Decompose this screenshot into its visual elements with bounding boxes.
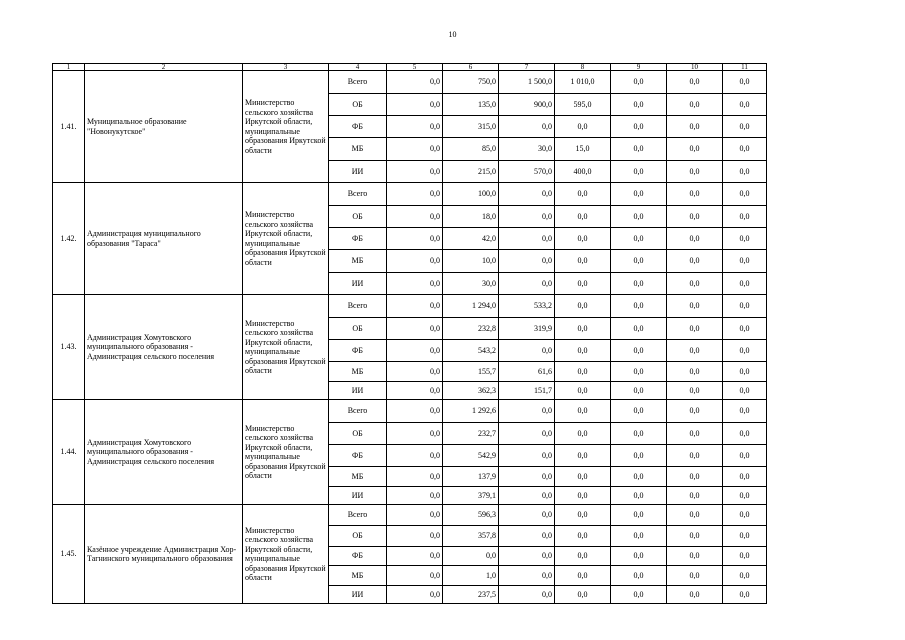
amount-cell: 0,0	[387, 547, 443, 566]
column-number-1: 1	[53, 64, 85, 71]
funding-source: МБ	[329, 362, 387, 382]
amount-cell: 0,0	[667, 445, 723, 467]
amount-cell: 0,0	[723, 467, 767, 487]
amount-cell: 0,0	[499, 467, 555, 487]
amount-cell: 900,0	[499, 94, 555, 116]
row-number: 1.45.	[53, 505, 85, 604]
amount-cell: 0,0	[611, 423, 667, 445]
amount-cell: 0,0	[499, 183, 555, 206]
amount-cell: 0,0	[387, 423, 443, 445]
amount-cell: 0,0	[723, 250, 767, 273]
funding-source: Всего	[329, 71, 387, 94]
amount-cell: 0,0	[667, 505, 723, 526]
amount-cell: 319,9	[499, 318, 555, 340]
amount-cell: 0,0	[667, 250, 723, 273]
funding-source: ИИ	[329, 487, 387, 505]
column-number-3: 3	[243, 64, 329, 71]
amount-cell: 0,0	[555, 362, 611, 382]
amount-cell: 0,0	[611, 295, 667, 318]
amount-cell: 0,0	[667, 71, 723, 94]
amount-cell: 0,0	[387, 566, 443, 586]
amount-cell: 0,0	[723, 273, 767, 295]
amount-cell: 0,0	[555, 340, 611, 362]
funding-source: МБ	[329, 467, 387, 487]
amount-cell: 0,0	[387, 400, 443, 423]
amount-cell: 151,7	[499, 382, 555, 400]
amount-cell: 595,0	[555, 94, 611, 116]
amount-cell: 0,0	[555, 382, 611, 400]
amount-cell: 0,0	[387, 116, 443, 138]
row-number: 1.42.	[53, 183, 85, 295]
amount-cell: 0,0	[387, 250, 443, 273]
participant-name: Администрация Хомутовского муниципального образования - Администрация сельского поселения	[85, 400, 243, 505]
participant-name: Администрация муниципального образования "Тараса"	[85, 183, 243, 295]
amount-cell: 0,0	[611, 382, 667, 400]
amount-cell: 0,0	[723, 340, 767, 362]
amount-cell: 0,0	[611, 505, 667, 526]
amount-cell: 0,0	[667, 295, 723, 318]
amount-cell: 0,0	[611, 161, 667, 183]
amount-cell: 215,0	[443, 161, 499, 183]
amount-cell: 0,0	[387, 505, 443, 526]
column-number-11: 11	[723, 64, 767, 71]
amount-cell: 0,0	[387, 228, 443, 250]
amount-cell: 0,0	[611, 228, 667, 250]
amount-cell: 533,2	[499, 295, 555, 318]
funding-source: МБ	[329, 566, 387, 586]
amount-cell: 0,0	[555, 445, 611, 467]
funding-source: ФБ	[329, 547, 387, 566]
funding-source: Всего	[329, 295, 387, 318]
funding-source: МБ	[329, 250, 387, 273]
amount-cell: 0,0	[723, 400, 767, 423]
amount-cell: 0,0	[611, 318, 667, 340]
amount-cell: 0,0	[555, 228, 611, 250]
amount-cell: 0,0	[555, 250, 611, 273]
amount-cell: 0,0	[387, 340, 443, 362]
page-number: 10	[448, 30, 457, 39]
amount-cell: 0,0	[723, 445, 767, 467]
amount-cell: 0,0	[723, 382, 767, 400]
amount-cell: 0,0	[723, 318, 767, 340]
amount-cell: 0,0	[667, 400, 723, 423]
funding-source: ОБ	[329, 206, 387, 228]
funding-source: ИИ	[329, 382, 387, 400]
amount-cell: 315,0	[443, 116, 499, 138]
funding-source: ОБ	[329, 423, 387, 445]
amount-cell: 1 010,0	[555, 71, 611, 94]
amount-cell: 0,0	[667, 318, 723, 340]
amount-cell: 0,0	[555, 400, 611, 423]
amount-cell: 0,0	[667, 183, 723, 206]
amount-cell: 232,8	[443, 318, 499, 340]
amount-cell: 0,0	[611, 467, 667, 487]
amount-cell: 0,0	[499, 505, 555, 526]
amount-cell: 543,2	[443, 340, 499, 362]
amount-cell: 0,0	[611, 206, 667, 228]
executor: Министерство сельского хозяйства Иркутской области, муниципальные образования Иркутской области	[243, 400, 329, 505]
amount-cell: 0,0	[723, 295, 767, 318]
amount-cell: 237,5	[443, 586, 499, 604]
amount-cell: 0,0	[667, 526, 723, 547]
amount-cell: 0,0	[611, 273, 667, 295]
amount-cell: 0,0	[667, 382, 723, 400]
amount-cell: 0,0	[387, 362, 443, 382]
amount-cell: 0,0	[555, 318, 611, 340]
table-row	[53, 183, 767, 206]
amount-cell: 0,0	[723, 566, 767, 586]
amount-cell: 0,0	[387, 382, 443, 400]
amount-cell: 0,0	[611, 71, 667, 94]
funding-source: ФБ	[329, 445, 387, 467]
amount-cell: 0,0	[499, 445, 555, 467]
amount-cell: 362,3	[443, 382, 499, 400]
amount-cell: 0,0	[499, 400, 555, 423]
amount-cell: 542,9	[443, 445, 499, 467]
executor: Министерство сельского хозяйства Иркутской области, муниципальные образования Иркутской области	[243, 295, 329, 400]
column-number-2: 2	[85, 64, 243, 71]
amount-cell: 0,0	[555, 467, 611, 487]
amount-cell: 0,0	[667, 566, 723, 586]
amount-cell: 18,0	[443, 206, 499, 228]
amount-cell: 135,0	[443, 94, 499, 116]
amount-cell: 0,0	[611, 94, 667, 116]
amount-cell: 0,0	[667, 547, 723, 566]
amount-cell: 0,0	[555, 423, 611, 445]
amount-cell: 750,0	[443, 71, 499, 94]
funding-source: ОБ	[329, 526, 387, 547]
amount-cell: 0,0	[499, 547, 555, 566]
amount-cell: 0,0	[723, 138, 767, 161]
column-number-10: 10	[667, 64, 723, 71]
amount-cell: 0,0	[555, 566, 611, 586]
amount-cell: 0,0	[499, 273, 555, 295]
funding-source: ФБ	[329, 340, 387, 362]
amount-cell: 596,3	[443, 505, 499, 526]
funding-source: ФБ	[329, 228, 387, 250]
amount-cell: 0,0	[723, 116, 767, 138]
row-number: 1.41.	[53, 71, 85, 183]
amount-cell: 0,0	[611, 487, 667, 505]
amount-cell: 0,0	[667, 116, 723, 138]
row-number: 1.44.	[53, 400, 85, 505]
executor: Министерство сельского хозяйства Иркутской области, муниципальные образования Иркутской области	[243, 71, 329, 183]
amount-cell: 0,0	[611, 400, 667, 423]
table-row	[53, 71, 767, 94]
column-number-6: 6	[443, 64, 499, 71]
amount-cell: 0,0	[499, 228, 555, 250]
amount-cell: 0,0	[387, 318, 443, 340]
amount-cell: 30,0	[443, 273, 499, 295]
amount-cell: 0,0	[499, 423, 555, 445]
amount-cell: 0,0	[667, 467, 723, 487]
amount-cell: 0,0	[387, 526, 443, 547]
amount-cell: 0,0	[499, 487, 555, 505]
amount-cell: 0,0	[499, 250, 555, 273]
funding-source: ИИ	[329, 273, 387, 295]
column-number-7: 7	[499, 64, 555, 71]
amount-cell: 357,8	[443, 526, 499, 547]
amount-cell: 570,0	[499, 161, 555, 183]
amount-cell: 0,0	[555, 487, 611, 505]
amount-cell: 0,0	[611, 340, 667, 362]
amount-cell: 0,0	[555, 586, 611, 604]
amount-cell: 0,0	[611, 183, 667, 206]
amount-cell: 1 294,0	[443, 295, 499, 318]
amount-cell: 0,0	[387, 586, 443, 604]
amount-cell: 0,0	[723, 228, 767, 250]
amount-cell: 0,0	[555, 183, 611, 206]
executor: Министерство сельского хозяйства Иркутской области, муниципальные образования Иркутской области	[243, 183, 329, 295]
table-row	[53, 400, 767, 423]
amount-cell: 0,0	[611, 586, 667, 604]
amount-cell: 0,0	[667, 228, 723, 250]
amount-cell: 0,0	[387, 71, 443, 94]
amount-cell: 0,0	[667, 423, 723, 445]
amount-cell: 0,0	[667, 586, 723, 604]
column-number-9: 9	[611, 64, 667, 71]
amount-cell: 400,0	[555, 161, 611, 183]
amount-cell: 10,0	[443, 250, 499, 273]
amount-cell: 0,0	[723, 423, 767, 445]
amount-cell: 0,0	[723, 362, 767, 382]
amount-cell: 0,0	[387, 467, 443, 487]
funding-source: ИИ	[329, 161, 387, 183]
amount-cell: 0,0	[723, 206, 767, 228]
executor: Министерство сельского хозяйства Иркутской области, муниципальные образования Иркутской области	[243, 505, 329, 604]
amount-cell: 0,0	[667, 94, 723, 116]
amount-cell: 30,0	[499, 138, 555, 161]
amount-cell: 0,0	[499, 116, 555, 138]
amount-cell: 0,0	[387, 206, 443, 228]
amount-cell: 0,0	[387, 94, 443, 116]
amount-cell: 0,0	[555, 116, 611, 138]
amount-cell: 42,0	[443, 228, 499, 250]
column-number-4: 4	[329, 64, 387, 71]
funding-source: ОБ	[329, 94, 387, 116]
funding-source: МБ	[329, 138, 387, 161]
amount-cell: 0,0	[611, 526, 667, 547]
amount-cell: 1,0	[443, 566, 499, 586]
amount-cell: 0,0	[611, 138, 667, 161]
table-row	[53, 505, 767, 526]
funding-source: Всего	[329, 183, 387, 206]
header-row	[53, 64, 767, 71]
participant-name: Казённое учреждение Администрация Хор-Тагнинского муниципального образования	[85, 505, 243, 604]
amount-cell: 0,0	[611, 547, 667, 566]
amount-cell: 61,6	[499, 362, 555, 382]
amount-cell: 0,0	[611, 445, 667, 467]
amount-cell: 0,0	[387, 295, 443, 318]
column-number-8: 8	[555, 64, 611, 71]
amount-cell: 0,0	[387, 445, 443, 467]
funding-source: ФБ	[329, 116, 387, 138]
funding-source: Всего	[329, 400, 387, 423]
amount-cell: 0,0	[723, 487, 767, 505]
amount-cell: 1 500,0	[499, 71, 555, 94]
amount-cell: 0,0	[555, 273, 611, 295]
amount-cell: 0,0	[387, 161, 443, 183]
funding-source: ИИ	[329, 586, 387, 604]
amount-cell: 0,0	[667, 206, 723, 228]
amount-cell: 0,0	[667, 273, 723, 295]
amount-cell: 0,0	[499, 340, 555, 362]
amount-cell: 0,0	[443, 547, 499, 566]
amount-cell: 0,0	[499, 206, 555, 228]
funding-source: ОБ	[329, 318, 387, 340]
amount-cell: 0,0	[555, 295, 611, 318]
amount-cell: 0,0	[555, 526, 611, 547]
amount-cell: 0,0	[723, 183, 767, 206]
amount-cell: 0,0	[611, 116, 667, 138]
amount-cell: 0,0	[723, 161, 767, 183]
participant-name: Муниципальное образование "Новонукутское"	[85, 71, 243, 183]
amount-cell: 155,7	[443, 362, 499, 382]
amount-cell: 0,0	[611, 362, 667, 382]
amount-cell: 0,0	[499, 526, 555, 547]
amount-cell: 0,0	[723, 586, 767, 604]
funding-table	[52, 63, 767, 604]
amount-cell: 1 292,6	[443, 400, 499, 423]
amount-cell: 232,7	[443, 423, 499, 445]
amount-cell: 0,0	[667, 340, 723, 362]
amount-cell: 0,0	[723, 505, 767, 526]
amount-cell: 0,0	[723, 526, 767, 547]
column-number-5: 5	[387, 64, 443, 71]
amount-cell: 85,0	[443, 138, 499, 161]
amount-cell: 0,0	[667, 161, 723, 183]
funding-source: Всего	[329, 505, 387, 526]
amount-cell: 0,0	[499, 566, 555, 586]
table-row	[53, 295, 767, 318]
amount-cell: 0,0	[611, 566, 667, 586]
amount-cell: 379,1	[443, 487, 499, 505]
amount-cell: 0,0	[723, 94, 767, 116]
amount-cell: 100,0	[443, 183, 499, 206]
amount-cell: 0,0	[667, 138, 723, 161]
amount-cell: 0,0	[555, 547, 611, 566]
amount-cell: 0,0	[667, 362, 723, 382]
amount-cell: 0,0	[387, 273, 443, 295]
amount-cell: 0,0	[723, 547, 767, 566]
participant-name: Администрация Хомутовского муниципального образования - Администрация сельского поселения	[85, 295, 243, 400]
amount-cell: 0,0	[555, 505, 611, 526]
amount-cell: 0,0	[611, 250, 667, 273]
row-number: 1.43.	[53, 295, 85, 400]
amount-cell: 0,0	[555, 206, 611, 228]
amount-cell: 0,0	[387, 138, 443, 161]
amount-cell: 0,0	[667, 487, 723, 505]
amount-cell: 0,0	[387, 487, 443, 505]
amount-cell: 15,0	[555, 138, 611, 161]
amount-cell: 0,0	[723, 71, 767, 94]
amount-cell: 0,0	[387, 183, 443, 206]
amount-cell: 137,9	[443, 467, 499, 487]
amount-cell: 0,0	[499, 586, 555, 604]
